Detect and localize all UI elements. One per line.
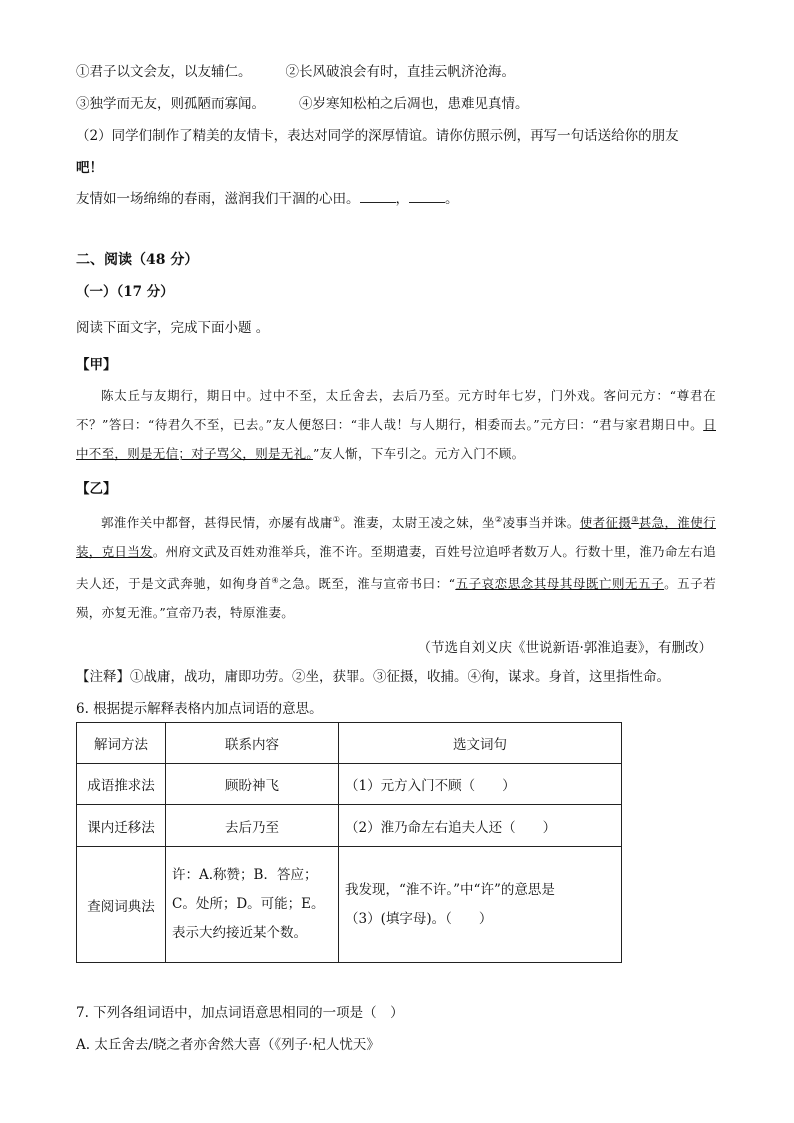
section-sub: （一）（17 分）: [76, 284, 174, 300]
yi-a: 郭淮作关中都督，甚得民情，亦屡有战庸: [101, 515, 333, 531]
option-4: ④岁寒知松柏之后凋也，患难见真情。: [299, 96, 529, 112]
header-method: 解词方法: [77, 723, 166, 764]
cell-sentence: [339, 847, 622, 963]
table-header-row: [77, 723, 622, 764]
q7-title: 7. 下列各组词语中，加点词语意思相同的一项是（ ）: [76, 1005, 404, 1021]
dict-line-1: 许：A.称赞；B．答应；: [172, 867, 318, 883]
yi-f: 。五子若殒，亦复无淮。”宣帝乃表，特原淮妻。: [76, 576, 717, 621]
answer-blank-2[interactable]: [409, 190, 445, 203]
cell-method: 成语推求法: [77, 764, 166, 805]
answer-blank-1[interactable]: [360, 190, 396, 203]
comma: ，: [395, 191, 409, 207]
option-2: ②长风破浪会有时，直挂云帆济沧海。: [285, 64, 515, 80]
note-mark-3: ③: [631, 515, 639, 524]
annotations: 【注释】①战庸，战功，庸即功劳。②坐，获罪。③征摄，收捕。④徇，谋求。身首，这里指性命。: [76, 669, 670, 685]
jia-text-1: 陈太丘与友期行，期日中。过中不至，太丘舍去，去后乃至。元方时年七岁，门外戏。客问元方：“尊君在不？”答曰：“待君久不至，已去。”友人便怒曰：“非人哉！与人期行，相委而去。”元方曰：“君与家君期日中。: [76, 388, 716, 432]
yi-d: 。州府文武及百姓劝淮举兵，淮不许。至期遣妻，百姓号泣追呼者数万人。行数十里，淮乃命左右追夫人还，于是文武奔驰，如徇身首: [76, 544, 717, 592]
q2-example: [76, 189, 459, 209]
q3-line-1: 我发现，“淮不许。”中“许”的意思是: [345, 881, 555, 898]
q6-title: 6. 根据提示解释表格内加点词语的意思。: [76, 701, 323, 717]
jia-label: 【甲】: [76, 357, 117, 373]
yi-label: 【乙】: [76, 481, 117, 497]
yi-c: 凌事当并诛。: [502, 515, 580, 531]
q2-line-1: （2）同学们制作了精美的友情卡，表达对同学的深厚情谊。请你仿照示例，再写一句话送给你的朋友: [76, 128, 679, 144]
example-text: 友情如一场绵绵的春雨，滋润我们干涸的心田。: [76, 191, 360, 207]
dict-line-3: 表示大约接近某个数。: [172, 925, 307, 941]
cell-dictionary: [166, 847, 339, 963]
cell-content: 顾盼神飞: [166, 764, 339, 805]
q3-line-2: （3）(填字母)。（ ）: [345, 910, 493, 927]
yi-b: 。淮妻，太尉王凌之妹，坐: [340, 515, 495, 531]
jia-underlined: 日中不至，则是无信；对子骂父，则是无礼。: [76, 417, 716, 461]
table-row: [77, 764, 622, 805]
section-title: 二、阅读（48 分）: [76, 252, 199, 268]
dict-line-2: C。处所；D。可能；E。: [172, 896, 325, 912]
cell-content: 去后乃至: [166, 805, 339, 847]
instruction: 阅读下面文字，完成下面小题 。: [76, 320, 270, 336]
period: 。: [445, 191, 459, 207]
cell-sentence: （2）淮乃命左右追夫人还（ ）: [339, 805, 622, 847]
yi-u2: 甚急，淮使行装，克日当发: [76, 515, 716, 560]
cell-method: 课内迁移法: [77, 805, 166, 847]
yi-e: 之急。既至，淮与宣帝书曰：“: [279, 576, 456, 592]
note-mark-2: ②: [494, 515, 503, 524]
table-row: [77, 805, 622, 847]
option-line-1: [76, 62, 515, 82]
header-sentence: 选文词句: [339, 723, 622, 764]
q2-line-2: 吧！: [76, 160, 103, 176]
cell-sentence: （1）元方入门不顾（ ）: [339, 764, 622, 805]
cell-method: 查阅词典法: [77, 847, 166, 963]
jia-passage: [76, 381, 716, 468]
jia-text-2: ”友人惭，下车引之。元方入门不顾。: [312, 446, 525, 461]
q7-option-a: A. 太丘舍去/晓之者亦舍然大喜（《列子·杞人忧天》: [76, 1037, 380, 1053]
option-3: ③独学而无友，则孤陋而寡闻。: [76, 96, 265, 112]
option-1: ①君子以文会友，以友辅仁。: [76, 64, 252, 80]
source-citation: （节选自刘义庆《世说新语·郭淮追妻》，有删改）: [417, 640, 712, 656]
yi-u1: 使者征摄: [579, 515, 632, 531]
table-row: [77, 847, 622, 963]
note-mark-4: ④: [271, 576, 280, 586]
q6-table: [76, 722, 622, 963]
option-line-2: [76, 94, 529, 114]
header-content: 联系内容: [166, 723, 339, 764]
yi-passage: [76, 505, 716, 627]
note-mark-1: ①: [332, 515, 341, 524]
yi-u3: 五子哀恋思念其母其母既亡则无五子: [455, 576, 665, 592]
